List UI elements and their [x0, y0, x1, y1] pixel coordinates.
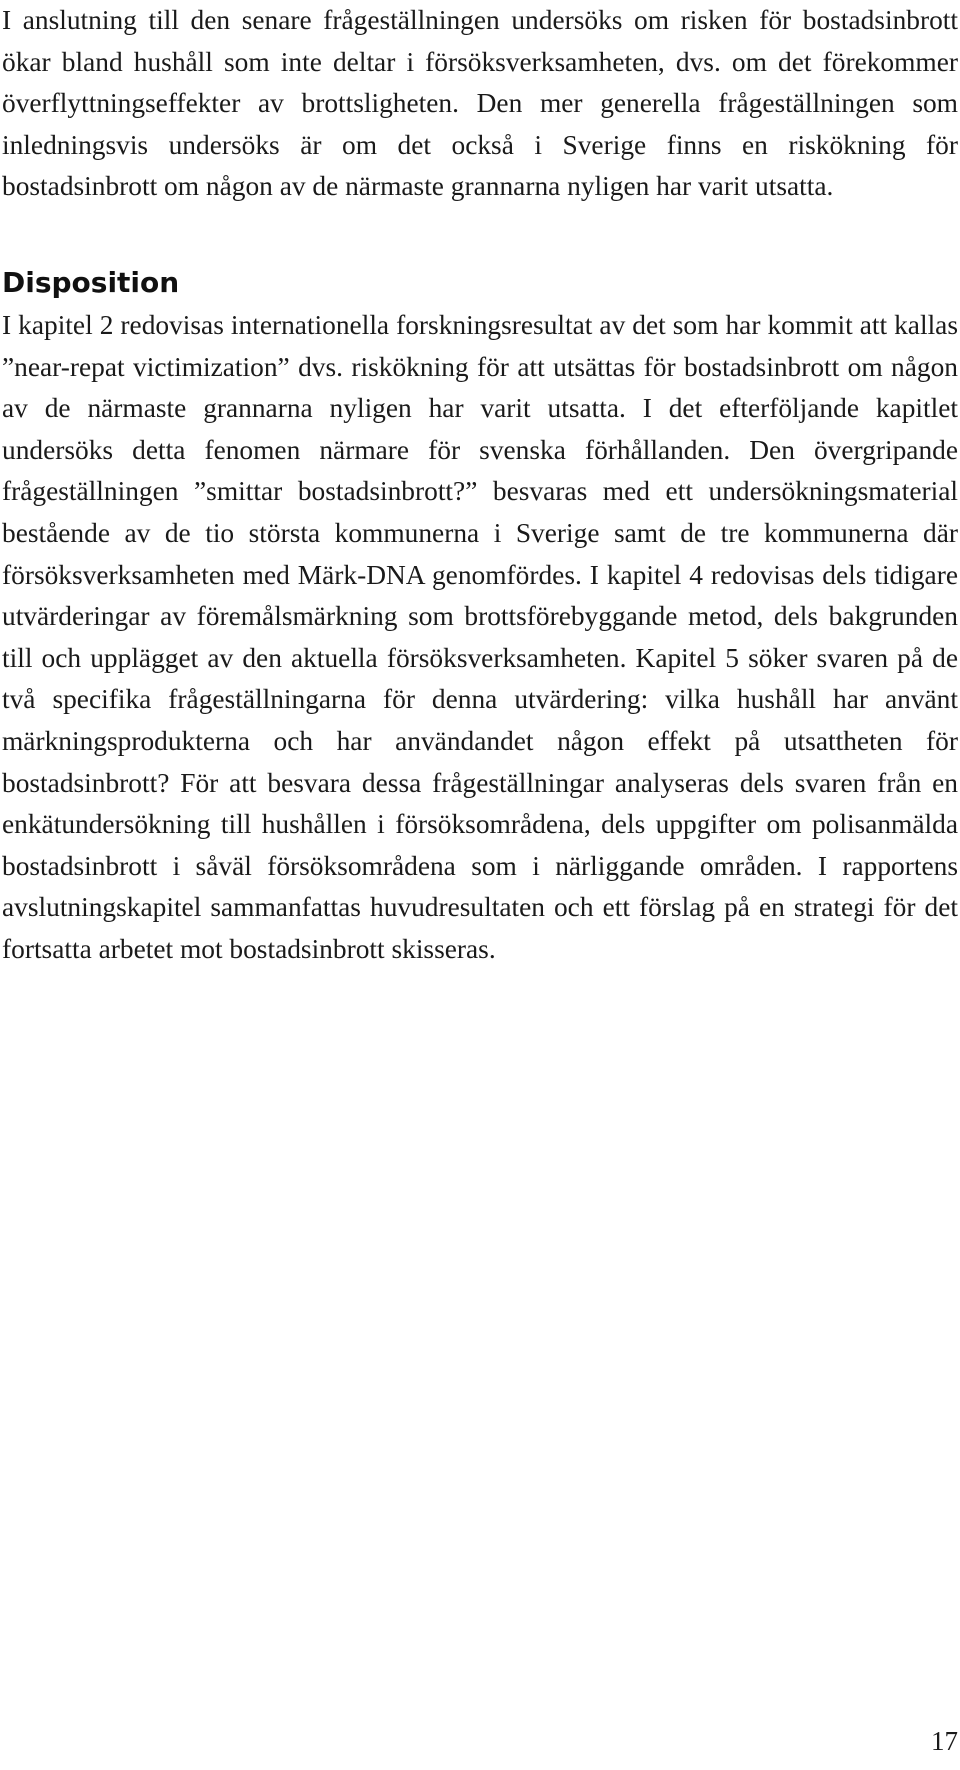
intro-paragraph: I anslutning till den senare frågeställningen undersöks om risken för bostadsinbrott ökar bland hushåll som inte deltar i försöksverksamheten, dvs. om det förekommer överflyttningseffekter av brottsligheten. Den mer generella frågeställningen som inledningsvis undersöks är om det också i Sverige finns en riskökning för bostadsinbrott om någon av de närmaste grannarna nyligen har varit utsatta. [2, 5, 958, 202]
section-heading-disposition: Disposition [2, 265, 180, 299]
text-column [2, 0, 958, 970]
disposition-paragraph: I kapitel 2 redovisas internationella forskningsresultat av det som har kommit att kallas ”near-repat victimization” dvs. riskökning för att utsättas för bostadsinbrott om någon av de närmaste grannarna nyligen har varit utsatta. I det efterföljande kapitlet undersöks detta fenomen närmare för svenska förhållanden. Den övergripande frågeställningen ”smittar bostadsinbrott?” besvaras med ett undersökningsmaterial bestående av de tio största kommunerna i Sverige samt de tre kommunerna där försöksverksamheten med Märk-DNA genomfördes. I kapitel 4 redovisas dels tidigare utvärderingar av föremålsmärkning som brottsförebyggande metod, dels bakgrunden till och upplägget av den aktuella försöksverksamheten. Kapitel 5 söker svaren på de två specifika frågeställningarna för denna utvärdering: vilka hushåll har använt märkningsprodukterna och har användandet någon effekt på utsattheten för bostadsinbrott? För att besvara dessa frågeställningar analyseras dels svaren från en enkätundersökning till hushållen i försöksområdena, dels uppgifter om polisanmälda bostadsinbrott i såväl försöksområdena som i närliggande områden. I rapportens avslutningskapitel sammanfattas huvudresultaten och ett förslag på en strategi för det fortsatta arbetet mot bostadsinbrott skisseras. [2, 309, 958, 964]
page-number: 17 [931, 1726, 958, 1756]
